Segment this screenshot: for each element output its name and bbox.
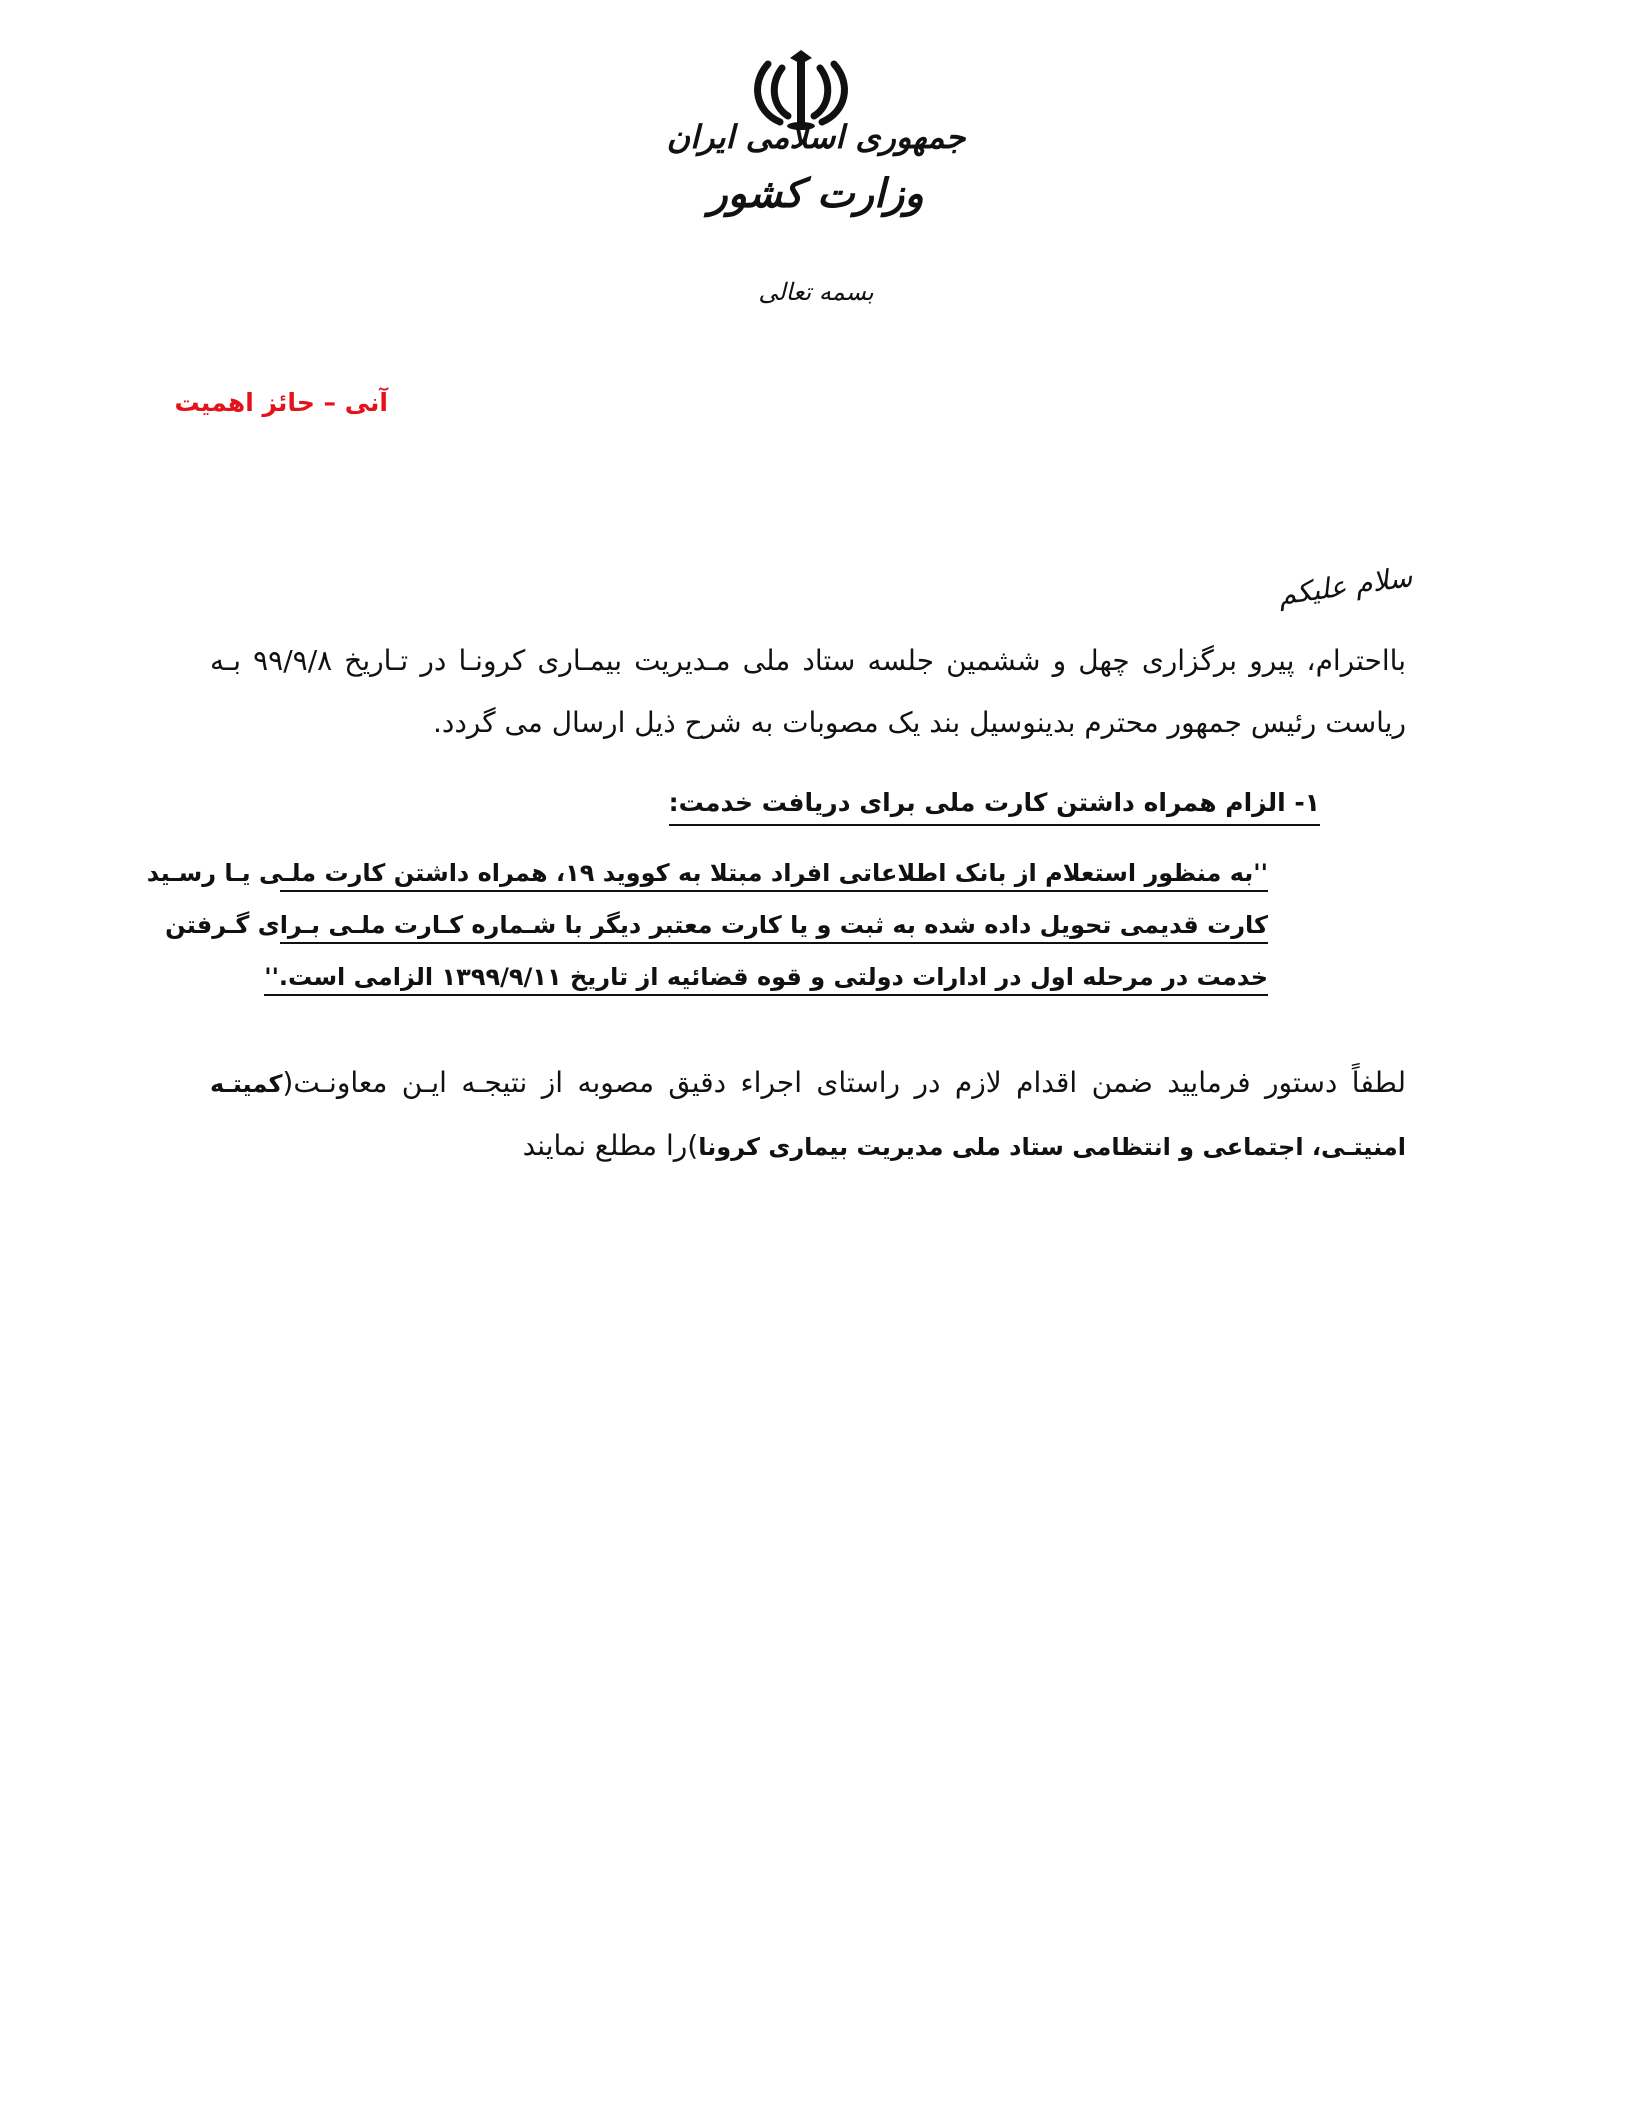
- paragraph-2-committee: کمیتـه امنیتـی، اجتماعی و انتظامی ستاد ملی مدیریت بیماری کرونا: [210, 1070, 1406, 1161]
- greeting: سلام علیکم: [1276, 560, 1415, 612]
- republic-title: جمهوری اسلامی ایران: [666, 118, 966, 156]
- bismillah: بسمه تعالی: [758, 278, 874, 306]
- paragraph-2-lead: لطفاً دستور فرمایید ضمن اقدام لازم در راستای اجراء دقیق مصوبه از نتیجـه ایـن معاونـت(: [282, 1066, 1406, 1099]
- resolution-quote: [146, 856, 1268, 1012]
- quote-line: خدمت در مرحله اول در ادارات دولتی و قوه قضائیه از تاریخ ۱۳۹۹/۹/۱۱ الزامی است.'': [264, 960, 1268, 996]
- quote-line: ''به منظور استعلام از بانک اطلاعاتی افراد مبتلا به کووید ۱۹، همراه داشتن کارت ملـی یـا رسـید: [280, 856, 1268, 892]
- paragraph-1: بااحترام، پیرو برگزاری چهل و ششمین جلسه ستاد ملی مـدیریت بیمـاری کرونـا در تـاریخ ۹۹/۹/۸ بـه ریاست رئیس جمهور محترم بدینوسیل بند یک مصوبات به شرح ذیل ارسال می گردد.: [210, 644, 1406, 739]
- paragraph-2-tail: )را مطلع نمایند: [522, 1129, 699, 1162]
- item-1-heading: ۱- الزام همراه داشتن کارت ملی برای دریافت خدمت:: [669, 786, 1320, 826]
- priority-label: آنی – حائز اهمیت: [174, 388, 388, 417]
- quote-line: کارت قدیمی تحویل داده شده به ثبت و یا کارت معتبر دیگر با شـماره کـارت ملـی بـرای گـرفتن: [280, 908, 1268, 944]
- paragraph-2: [210, 1052, 1406, 1178]
- ministry-title: وزارت کشور: [708, 170, 924, 217]
